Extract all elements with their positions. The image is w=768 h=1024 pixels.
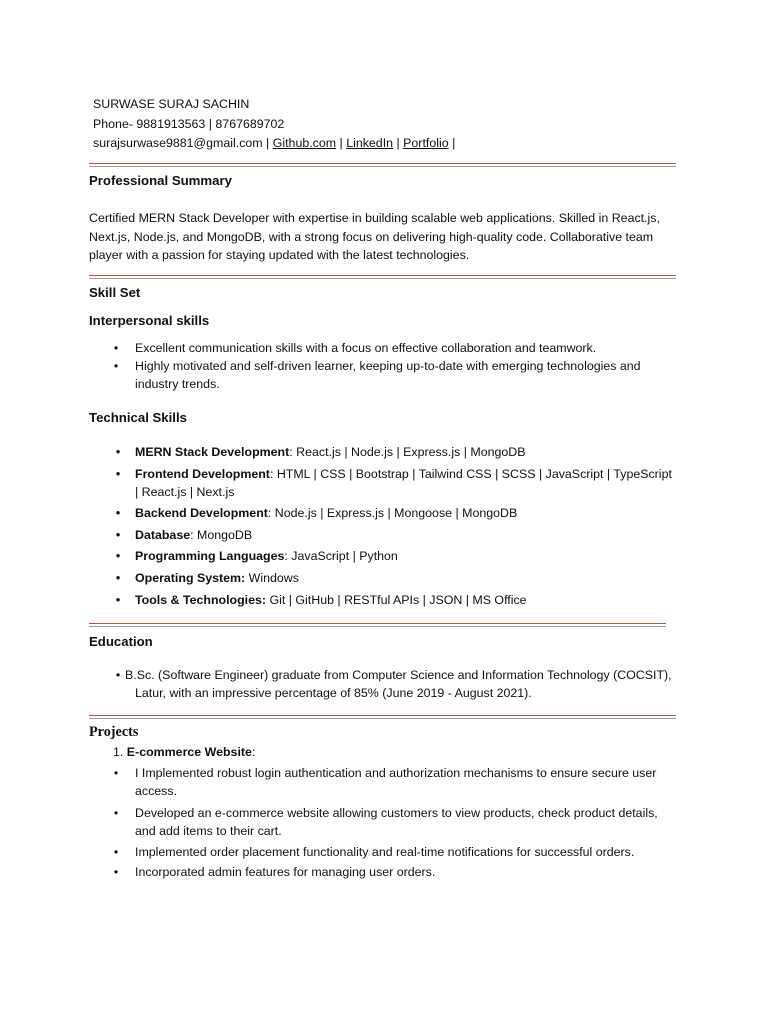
project-name: E-commerce Website bbox=[126, 745, 252, 759]
bullet-icon: • bbox=[113, 766, 119, 780]
project-suffix: : bbox=[251, 745, 256, 759]
list-item bbox=[111, 844, 681, 862]
list-item bbox=[111, 358, 681, 394]
skill-label: Frontend Development bbox=[135, 467, 270, 481]
section-divider bbox=[89, 275, 676, 279]
skill-label: Backend Development bbox=[135, 506, 268, 520]
linkedin-link[interactable]: LinkedIn bbox=[346, 136, 394, 150]
bullet-icon: • bbox=[113, 865, 119, 879]
skill-value: Windows bbox=[248, 571, 299, 585]
phone-line: Phone- 9881913563 | 8767689702 bbox=[93, 117, 285, 131]
skill-value: MongoDB bbox=[197, 528, 253, 542]
email-text: surajsurwase9881@gmail.com bbox=[93, 136, 263, 150]
list-item-text bbox=[135, 466, 672, 501]
skill-sep: : bbox=[190, 528, 197, 542]
technical-heading: Technical Skills bbox=[89, 410, 187, 425]
projects-heading: Projects bbox=[89, 724, 139, 740]
list-item-text bbox=[125, 667, 672, 702]
separator: | bbox=[262, 136, 273, 150]
skill-sep: : bbox=[267, 506, 275, 520]
list-item-text bbox=[135, 548, 398, 566]
bullet-icon: • bbox=[113, 845, 119, 859]
list-item-text bbox=[135, 570, 299, 588]
contact-line bbox=[93, 134, 455, 152]
summary-text bbox=[89, 209, 679, 265]
list-item bbox=[111, 765, 681, 801]
summary-heading: Professional Summary bbox=[89, 173, 232, 188]
list-item bbox=[111, 864, 681, 882]
portfolio-link[interactable]: Portfolio bbox=[403, 136, 449, 150]
list-item bbox=[113, 592, 683, 610]
list-item-line: B.Sc. (Software Engineer) graduate from Computer Science and Information Technology (COCSIT), bbox=[125, 668, 672, 682]
skill-value: Git | GitHub | RESTful APIs | JSON | MS Office bbox=[269, 593, 527, 607]
list-item-line: and add items to their cart. bbox=[135, 823, 282, 838]
bullet-icon: • bbox=[113, 806, 119, 820]
list-item-text: Implemented order placement functionality and real-time notifications for successful orders. bbox=[135, 845, 635, 859]
list-item-line: I Implemented robust login authentication and authorization mechanisms to ensure secure user bbox=[135, 766, 657, 780]
skill-value: React.js | Node.js | Express.js | MongoDB bbox=[296, 445, 526, 459]
skills-heading: Skill Set bbox=[89, 285, 141, 300]
list-item bbox=[111, 340, 681, 358]
skill-sep: : bbox=[289, 445, 297, 459]
list-item-line: Highly motivated and self-driven learner, keeping up-to-date with emerging technologies and bbox=[135, 359, 641, 373]
candidate-name: SURWASE SURAJ SACHIN bbox=[93, 97, 250, 111]
list-item-line: access. bbox=[135, 783, 178, 798]
skill-label: MERN Stack Development bbox=[135, 445, 290, 459]
skill-value: HTML | CSS | Bootstrap | Tailwind CSS | SCSS | JavaScript | TypeScript bbox=[276, 467, 672, 481]
bullet-icon: • bbox=[113, 341, 119, 355]
separator: | bbox=[336, 136, 347, 150]
list-item-text bbox=[135, 805, 658, 840]
education-heading: Education bbox=[89, 634, 153, 649]
list-item-line: Latur, with an impressive percentage of 85% (June 2019 - August 2021). bbox=[135, 685, 532, 700]
interpersonal-heading: Interpersonal skills bbox=[89, 313, 210, 328]
bullet-icon: • bbox=[113, 359, 119, 373]
separator: | bbox=[448, 136, 456, 150]
summary-line: Next.js, Node.js, and MongoDB, with a strong focus on delivering high-quality code. Collaborative team bbox=[89, 229, 654, 244]
list-item bbox=[113, 444, 683, 462]
list-item-text bbox=[135, 765, 656, 800]
list-item bbox=[113, 527, 683, 545]
bullet-icon: • bbox=[115, 571, 121, 585]
bullet-icon: • bbox=[115, 506, 121, 520]
list-item-line bbox=[135, 466, 672, 484]
list-item-line: Developed an e-commerce website allowing customers to view products, check product details, bbox=[135, 806, 658, 820]
summary-line: Certified MERN Stack Developer with expertise in building scalable web applications. Skilled in React.js, bbox=[89, 211, 660, 225]
separator: | bbox=[393, 136, 404, 150]
list-item-text: Incorporated admin features for managing user orders. bbox=[135, 865, 436, 879]
skill-label: Programming Languages bbox=[135, 549, 285, 563]
github-link[interactable]: Github.com bbox=[272, 136, 337, 150]
list-item-text bbox=[135, 444, 525, 462]
list-item-text bbox=[135, 358, 641, 393]
list-item bbox=[113, 570, 683, 588]
section-divider bbox=[89, 623, 666, 627]
list-item bbox=[113, 466, 683, 502]
bullet-icon: • bbox=[115, 593, 121, 607]
list-item bbox=[113, 505, 683, 523]
list-item-text bbox=[135, 527, 252, 545]
skill-label: Database bbox=[135, 528, 191, 542]
bullet-icon: • bbox=[115, 467, 121, 481]
bullet-icon: • bbox=[115, 528, 121, 542]
skill-value: Node.js | Express.js | Mongoose | MongoDB bbox=[274, 506, 518, 520]
skill-value: JavaScript | Python bbox=[291, 549, 398, 563]
skill-sep: : bbox=[284, 549, 292, 563]
list-item bbox=[113, 667, 683, 703]
list-item-text: Excellent communication skills with a focus on effective collaboration and teamwork. bbox=[135, 341, 597, 355]
section-divider bbox=[89, 715, 676, 719]
bullet-icon: • bbox=[115, 668, 121, 682]
project-title bbox=[113, 743, 255, 761]
list-item-text bbox=[135, 592, 527, 610]
project-number: 1. bbox=[113, 745, 124, 759]
skill-label: Operating System: bbox=[135, 571, 246, 585]
list-item-line: industry trends. bbox=[135, 376, 220, 391]
list-item-line: | React.js | Next.js bbox=[135, 484, 235, 499]
list-item-text bbox=[135, 505, 517, 523]
skill-label: Tools & Technologies: bbox=[135, 593, 267, 607]
skill-sep: : bbox=[269, 467, 277, 481]
list-item bbox=[113, 548, 683, 566]
bullet-icon: • bbox=[115, 445, 121, 459]
section-divider bbox=[89, 163, 676, 167]
list-item bbox=[111, 805, 681, 841]
summary-line: player with a passion for staying updated with the latest technologies. bbox=[89, 248, 470, 262]
bullet-icon: • bbox=[115, 549, 121, 563]
